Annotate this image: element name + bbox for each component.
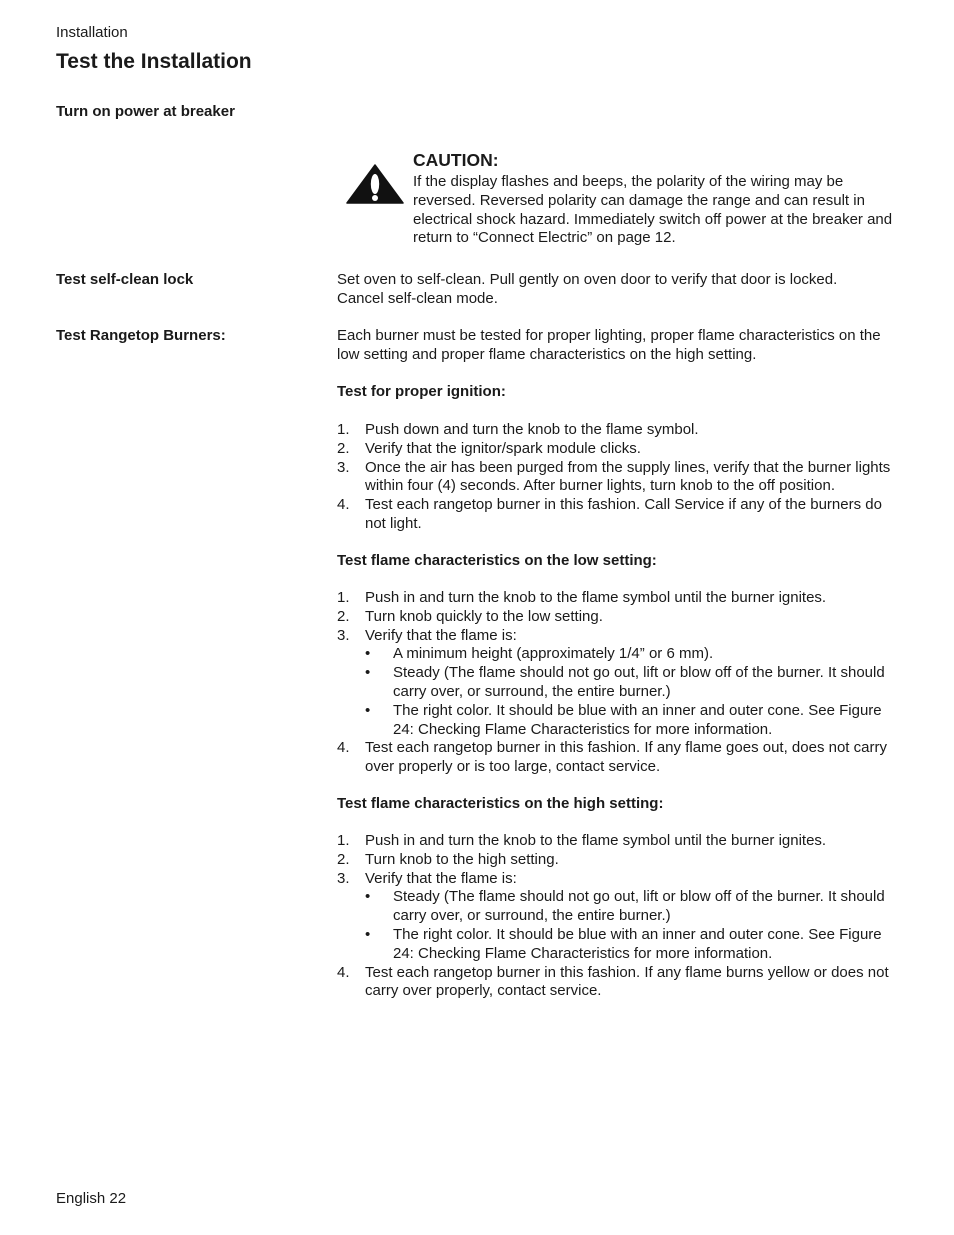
low-steps [337, 589, 897, 777]
list-item: 4. Test each rangetop burner in this fashion. If any flame burns yellow or does not carry over properly, contact service. [337, 963, 889, 1000]
section-label: Installation [56, 24, 128, 41]
bullet-item: • Steady (The flame should not go out, lift or blow off of the burner. It should carry over, or surround, the entire burner.) [365, 888, 885, 925]
list-item: 3. Verify that the flame is: • Steady (The flame should not go out, lift or blow off of the burner. It should carry over, or surround, the entire burner.) • The right color. It should be blue with an inner and outer cone. See Figure 24: Checking Flame Characteristics for more information. [337, 870, 897, 964]
list-item: 3. Once the air has been purged from the supply lines, verify that the burner lights within four (4) seconds. After burner lights, turn knob to the off position. [337, 458, 891, 495]
list-item: 1. Push down and turn the knob to the flame symbol. [337, 421, 699, 438]
list-item: 1. Push in and turn the knob to the flame symbol until the burner ignites. [337, 832, 827, 849]
burners-intro: Each burner must be tested for proper lighting, proper flame characteristics on the low setting and proper flame characteristics on the high setting. [337, 327, 881, 363]
list-item: 2. Turn knob to the high setting. [337, 850, 559, 868]
caution-title: CAUTION: [413, 150, 499, 170]
high-steps [337, 832, 897, 1001]
burners-heading: Test Rangetop Burners: [56, 327, 226, 344]
page-footer: English 22 [56, 1190, 127, 1207]
list-item: 4. Test each rangetop burner in this fashion. If any flame goes out, does not carry over properly or is too large, contact service. [337, 739, 887, 776]
ignition-steps [337, 421, 897, 534]
high-flame-criteria [365, 888, 897, 963]
list-item: 2. Verify that the ignitor/spark module clicks. [337, 439, 641, 457]
bullet-item: • The right color. It should be blue with an inner and outer cone. See Figure 24: Checking Flame Characteristics for more information. [365, 925, 882, 962]
list-item: 1. Push in and turn the knob to the flame symbol until the burner ignites. [337, 589, 827, 606]
low-flame-criteria [365, 645, 897, 739]
page-title: Test the Installation [56, 50, 252, 73]
list-item: 4. Test each rangetop burner in this fashion. Call Service if any of the burners do not light. [337, 496, 882, 532]
warning-triangle-icon [346, 164, 404, 204]
bullet-item: • Steady (The flame should not go out, lift or blow off of the burner. It should carry over, or surround, the entire burner.) [365, 664, 885, 700]
selfclean-heading: Test self-clean lock [56, 271, 194, 288]
selfclean-text: Set oven to self-clean. Pull gently on oven door to verify that door is locked. Cancel self-clean mode. [337, 271, 838, 307]
high-heading: Test flame characteristics on the high setting: [337, 795, 664, 812]
caution-text: If the display flashes and beeps, the polarity of the wiring may be reversed. Reversed polarity can damage the range and can result in electrical shock hazard. Immediately switch off power at the breaker and return to “Connect Electric” on page 12. [413, 173, 893, 247]
power-heading: Turn on power at breaker [56, 103, 235, 120]
bullet-item: • A minimum height (approximately 1/4” or 6 mm). [365, 645, 714, 663]
list-item: 3. Verify that the flame is: • A minimum height (approximately 1/4” or 6 mm). • Steady (The flame should not go out, lift or blow off of the burner. It should carry over, or surround, the entire burner.) • The right color. It should be blue with an inner and outer cone. See Figure 24: Checking Flame Characteristics for more information. [337, 627, 897, 740]
list-item: 2. Turn knob quickly to the low setting. [337, 607, 603, 625]
bullet-item: • The right color. It should be blue with an inner and outer cone. See Figure 24: Checking Flame Characteristics for more information. [365, 701, 882, 738]
ignition-heading: Test for proper ignition: [337, 383, 506, 400]
low-heading: Test flame characteristics on the low setting: [337, 552, 657, 569]
